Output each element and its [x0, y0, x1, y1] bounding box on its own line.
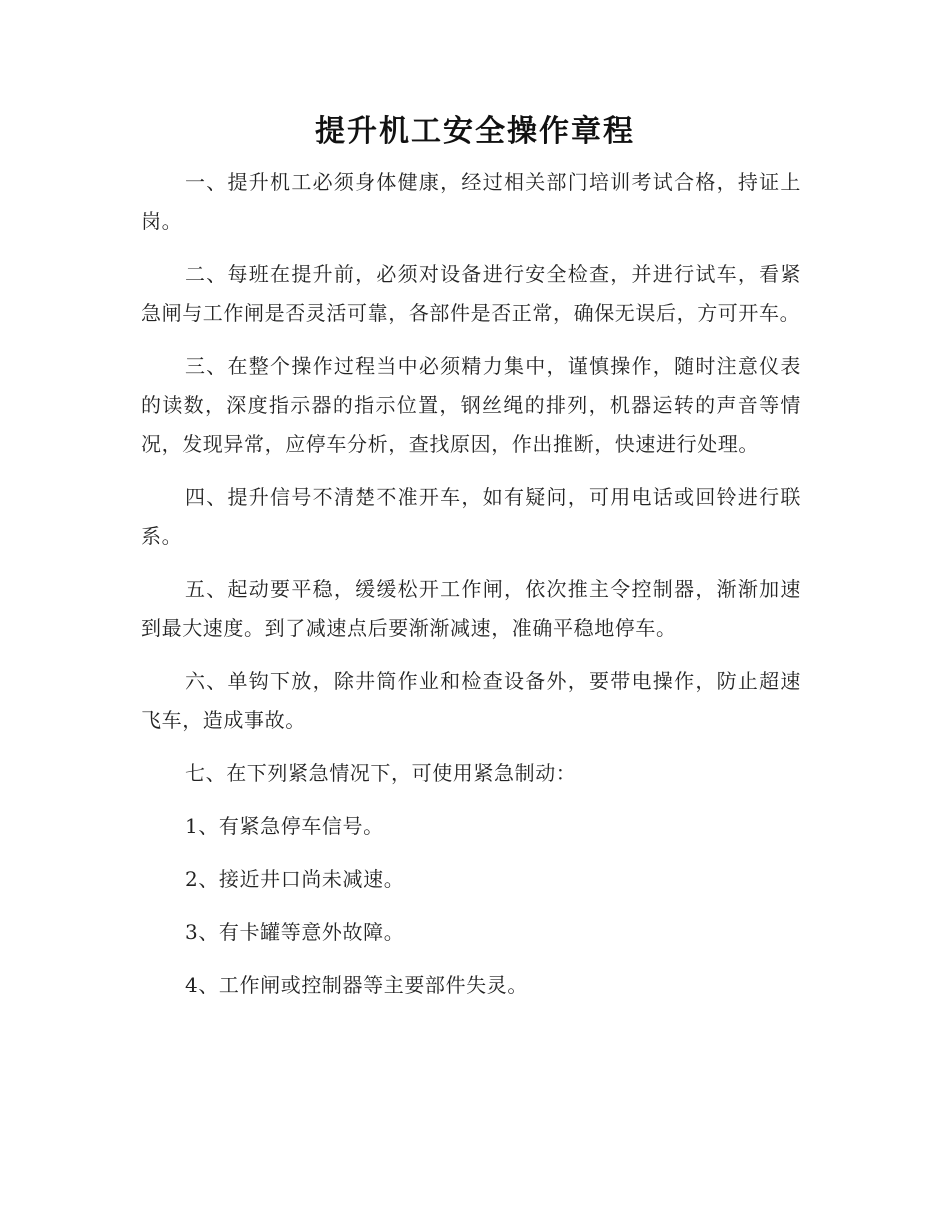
paragraph-3: 三、在整个操作过程当中必须精力集中，谨慎操作，随时注意仪表的读数，深度指示器的指示位置，钢丝绳的排列，机器运转的声音等情况，发现异常，应停车分析，查找原因，作出推断，快速进行处理。 — [141, 354, 801, 456]
paragraph-4: 四、提升信号不清楚不准开车，如有疑问，可用电话或回铃进行联系。 — [141, 485, 801, 548]
document-title: 提升机工安全操作章程 — [315, 114, 635, 149]
emergency-item-4: 4、工作闸或控制器等主要部件失灵。 — [185, 973, 528, 997]
emergency-item-1: 1、有紧急停车信号。 — [185, 814, 384, 838]
document-body — [141, 163, 801, 1019]
paragraph-1: 一、提升机工必须身体健康，经过相关部门培训考试合格，持证上岗。 — [141, 170, 801, 233]
paragraph-2: 二、每班在提升前，必须对设备进行安全检查，并进行试车，看紧急闸与工作闸是否灵活可靠，各部件是否正常，确保无误后，方可开车。 — [141, 262, 801, 325]
emergency-item-2: 2、接近井口尚未减速。 — [185, 867, 405, 891]
paragraph-5: 五、起动要平稳，缓缓松开工作闸，依次推主令控制器，渐渐加速到最大速度。到了减速点后要渐渐减速，准确平稳地停车。 — [141, 577, 801, 640]
paragraph-6: 六、单钩下放，除井筒作业和检查设备外，要带电操作，防止超速飞车，造成事故。 — [141, 669, 801, 732]
emergency-item-3: 3、有卡罐等意外故障。 — [185, 920, 405, 944]
paragraph-7: 七、在下列紧急情况下，可使用紧急制动： — [185, 761, 577, 785]
